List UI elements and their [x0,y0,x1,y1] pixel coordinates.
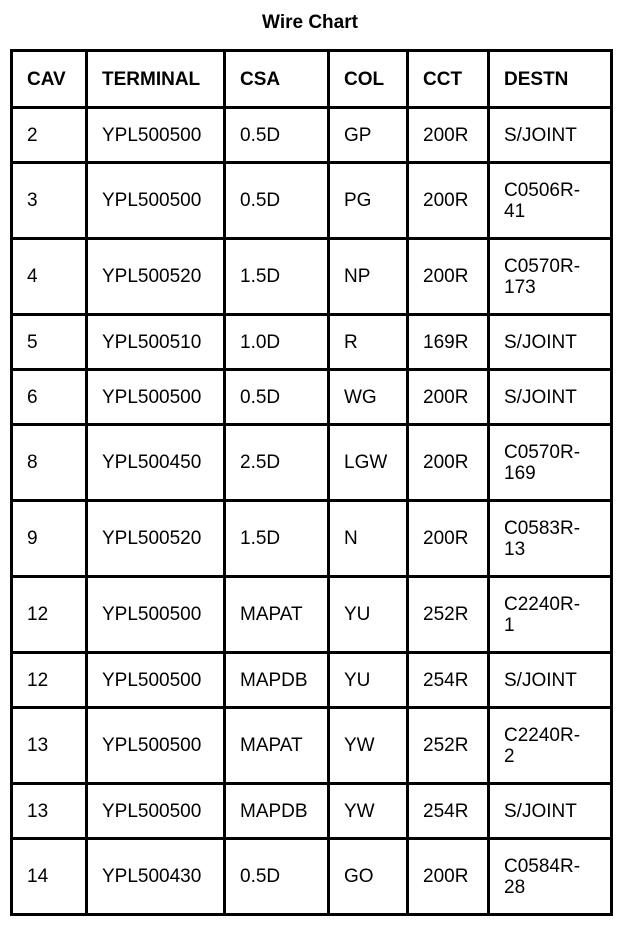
cell-terminal: YPL500500 [87,653,225,708]
table-row [12,108,612,163]
table-row [12,370,612,425]
cell-cav: 5 [12,315,87,370]
cell-destn [489,839,612,915]
cell-csa: MAPAT [225,577,329,653]
cell-csa: 0.5D [225,108,329,163]
cell-terminal: YPL500500 [87,784,225,839]
table-body [12,108,612,915]
table-row [12,501,612,577]
table-row [12,784,612,839]
cell-destn [489,239,612,315]
header-csa: CSA [225,51,329,108]
destn-value: C2240R- 1 [504,593,581,636]
cell-terminal: YPL500500 [87,577,225,653]
cell-destn [489,577,612,653]
header-destn: DESTN [489,51,612,108]
table-row [12,708,612,784]
cell-cct: 200R [408,163,489,239]
cell-col: YW [329,708,408,784]
cell-cct: 200R [408,239,489,315]
cell-destn [489,653,612,708]
cell-destn [489,370,612,425]
header-terminal: TERMINAL [87,51,225,108]
table-row [12,577,612,653]
cell-terminal: YPL500510 [87,315,225,370]
cell-cct: 252R [408,708,489,784]
cell-csa: 0.5D [225,370,329,425]
destn-value: C0570R- 173 [504,255,581,298]
cell-csa: MAPDB [225,784,329,839]
destn-value: S/JOINT [504,331,577,353]
cell-cav: 13 [12,708,87,784]
destn-value: S/JOINT [504,386,577,408]
cell-col: N [329,501,408,577]
cell-col: YU [329,577,408,653]
cell-destn [489,784,612,839]
cell-csa: 1.5D [225,239,329,315]
cell-destn [489,108,612,163]
cell-col: NP [329,239,408,315]
destn-value: C0506R- 41 [504,179,581,222]
cell-destn [489,315,612,370]
cell-col: LGW [329,425,408,501]
cell-cct: 200R [408,839,489,915]
table-row [12,315,612,370]
cell-cav: 2 [12,108,87,163]
cell-csa: MAPDB [225,653,329,708]
cell-col: GO [329,839,408,915]
cell-cct: 252R [408,577,489,653]
cell-terminal: YPL500520 [87,501,225,577]
destn-value: C0570R- 169 [504,441,581,484]
table-row [12,653,612,708]
cell-col: PG [329,163,408,239]
table-row [12,239,612,315]
destn-value: S/JOINT [504,124,577,146]
cell-col: WG [329,370,408,425]
cell-destn [489,425,612,501]
destn-value: C0584R- 28 [504,855,581,898]
cell-cct: 200R [408,108,489,163]
cell-csa: 0.5D [225,163,329,239]
table-row [12,163,612,239]
cell-csa: 0.5D [225,839,329,915]
cell-terminal: YPL500450 [87,425,225,501]
destn-value: C2240R- 2 [504,724,581,767]
header-col: COL [329,51,408,108]
cell-cct: 254R [408,653,489,708]
cell-col: GP [329,108,408,163]
cell-destn [489,708,612,784]
cell-cct: 169R [408,315,489,370]
cell-terminal: YPL500500 [87,708,225,784]
cell-terminal: YPL500520 [87,239,225,315]
cell-terminal: YPL500500 [87,163,225,239]
cell-cav: 8 [12,425,87,501]
cell-csa: MAPAT [225,708,329,784]
cell-cav: 6 [12,370,87,425]
cell-cct: 200R [408,425,489,501]
cell-cct: 254R [408,784,489,839]
destn-value: C0583R- 13 [504,517,581,560]
cell-cav: 12 [12,653,87,708]
cell-cav: 14 [12,839,87,915]
header-row [12,51,612,108]
cell-col: R [329,315,408,370]
header-cav: CAV [12,51,87,108]
cell-cct: 200R [408,501,489,577]
cell-terminal: YPL500500 [87,108,225,163]
cell-csa: 1.5D [225,501,329,577]
cell-cav: 4 [12,239,87,315]
cell-destn [489,163,612,239]
cell-cav: 12 [12,577,87,653]
header-cct: CCT [408,51,489,108]
cell-terminal: YPL500430 [87,839,225,915]
cell-col: YW [329,784,408,839]
destn-value: S/JOINT [504,669,577,691]
table-row [12,839,612,915]
cell-cct: 200R [408,370,489,425]
wire-chart-table [10,49,613,916]
cell-cav: 13 [12,784,87,839]
cell-col: YU [329,653,408,708]
cell-csa: 2.5D [225,425,329,501]
destn-value: S/JOINT [504,800,577,822]
cell-cav: 3 [12,163,87,239]
cell-cav: 9 [12,501,87,577]
cell-destn [489,501,612,577]
table-row [12,425,612,501]
cell-terminal: YPL500500 [87,370,225,425]
page-title: Wire Chart [262,12,358,33]
cell-csa: 1.0D [225,315,329,370]
